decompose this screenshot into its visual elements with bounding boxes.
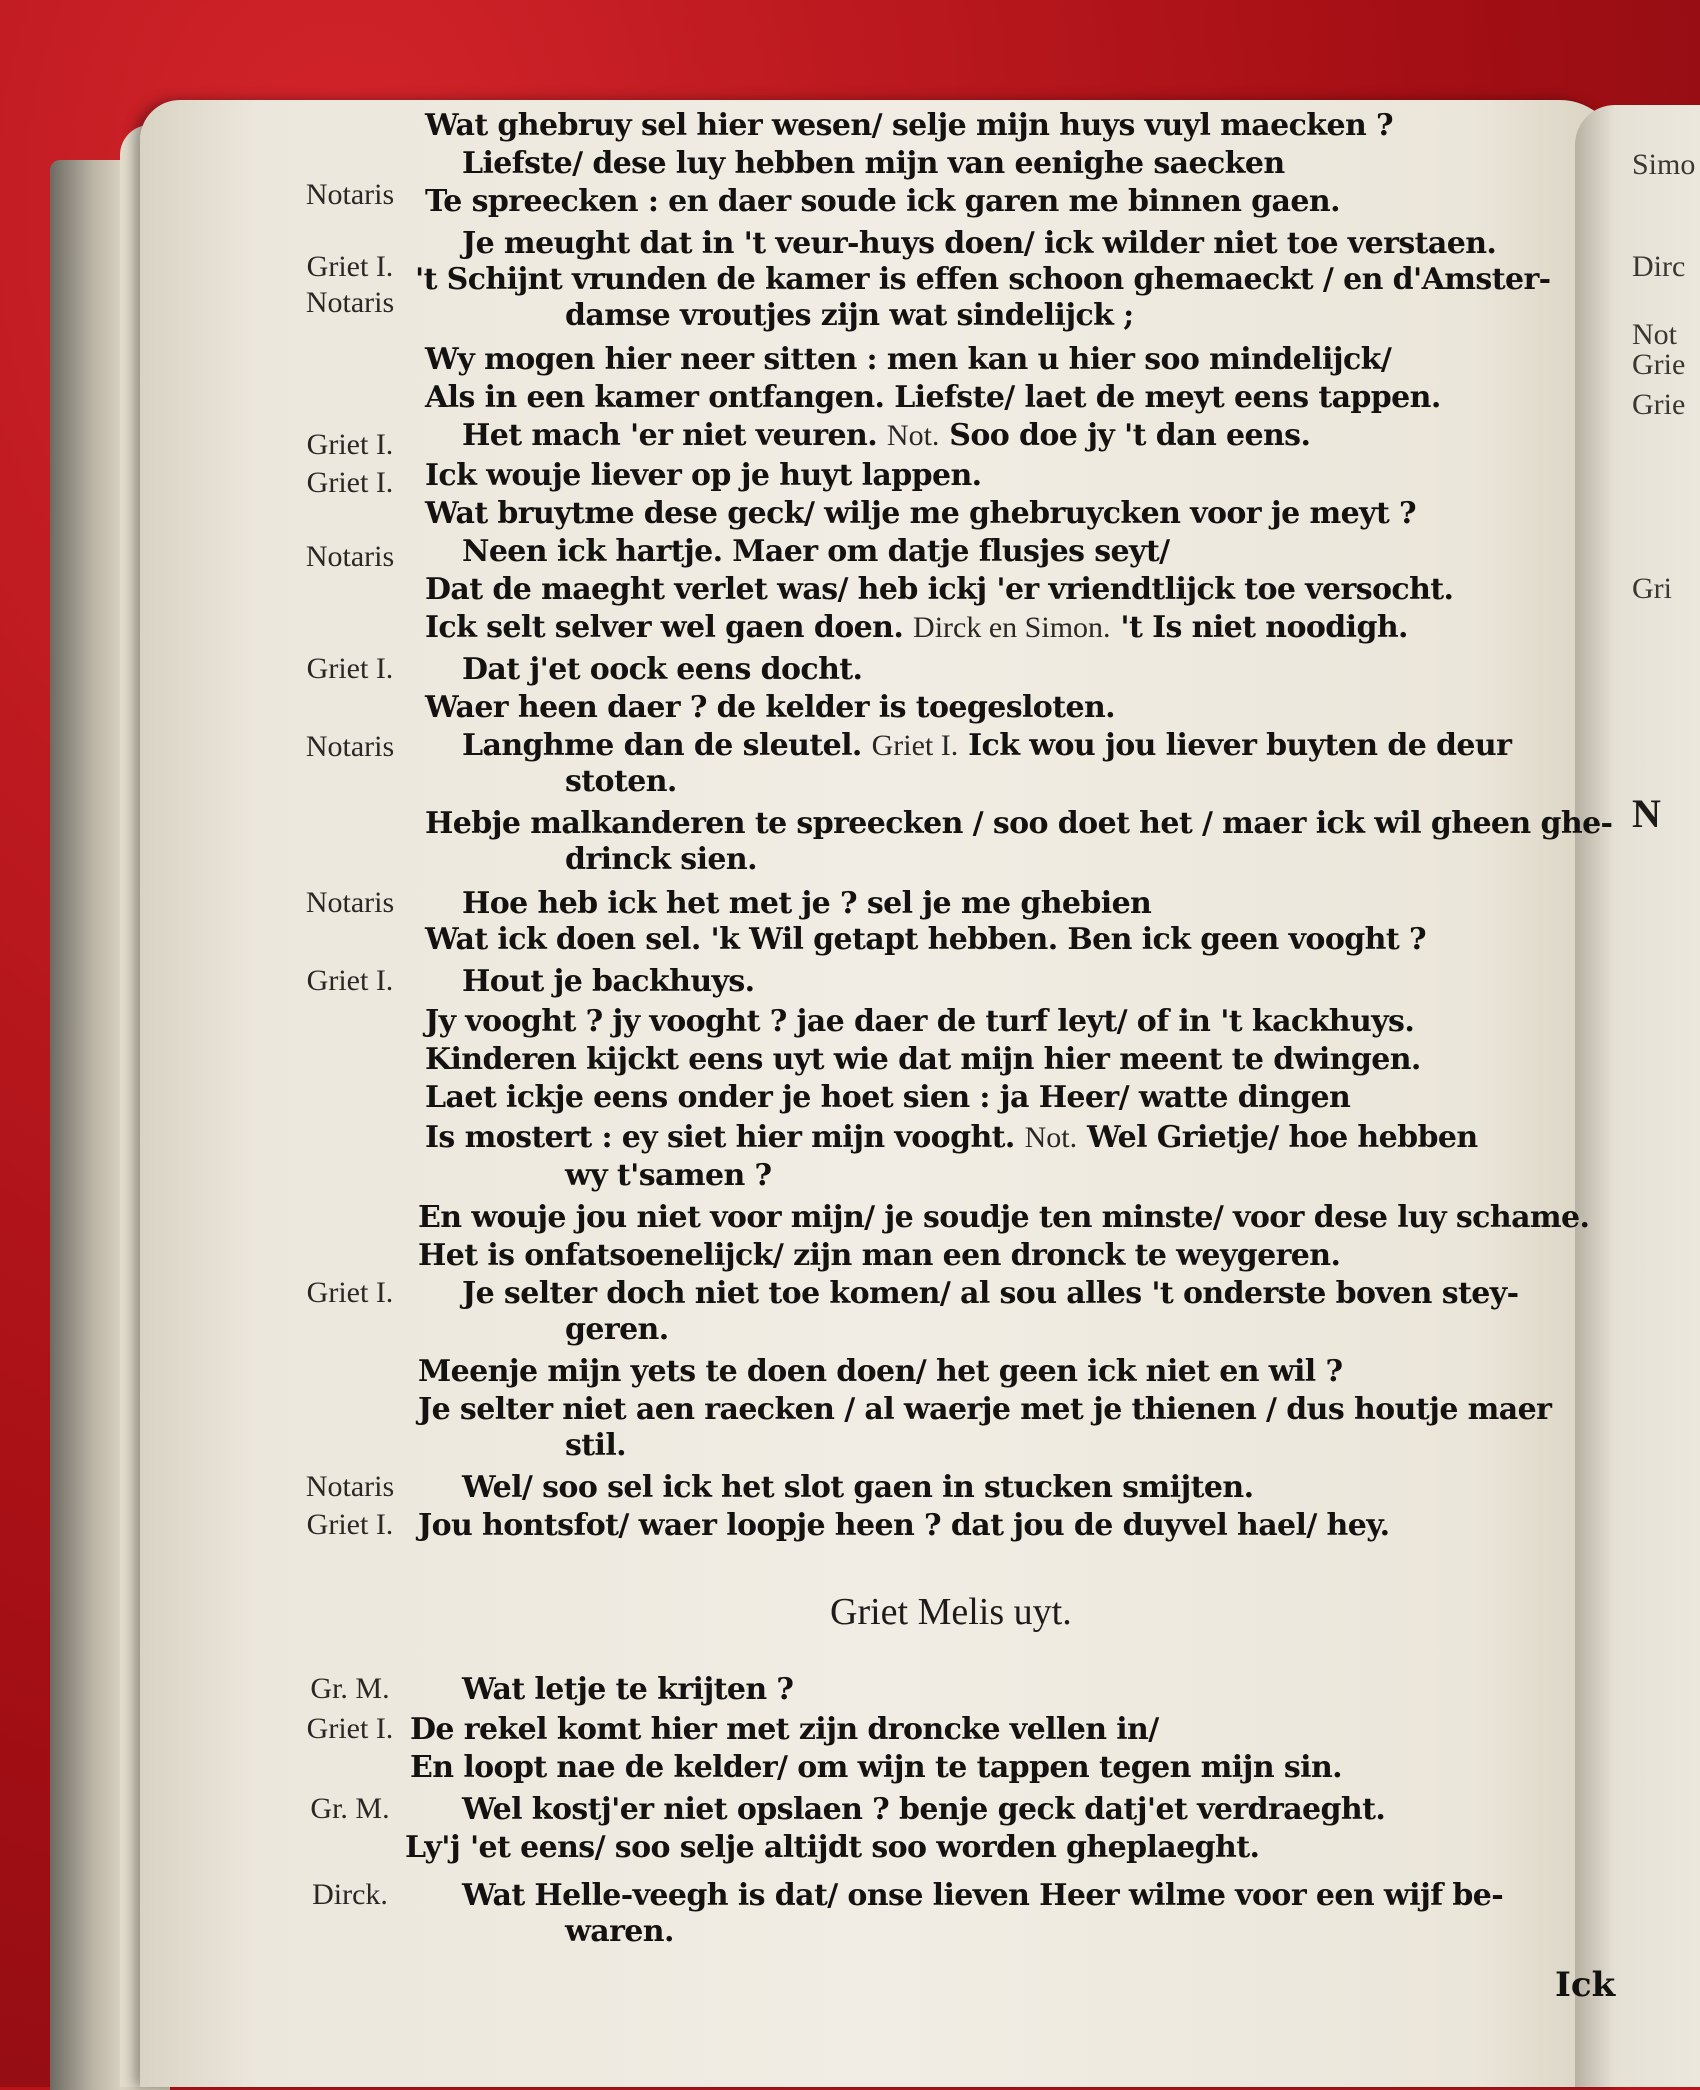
- verse-line: [415, 262, 1551, 297]
- facing-page-fragment: Not: [1632, 318, 1677, 351]
- verse-text: Je meught dat in 't veur-huys doen/ ick wilder niet toe verstaen.: [462, 226, 1497, 261]
- speaker-label: Griet I.: [306, 652, 394, 685]
- verse-line: [425, 380, 1441, 415]
- verse-text: Ly'j 'et eens/ soo selje altijdt soo worden gheplaeght.: [405, 1830, 1260, 1865]
- facing-page-fragment: Grie: [1632, 388, 1686, 421]
- verse-line: [462, 886, 1151, 921]
- facing-page-fragment: Dirc: [1632, 250, 1686, 283]
- catchword: Ick: [1555, 1965, 1616, 2005]
- speaker-label: Notaris: [305, 1470, 395, 1503]
- verse-line: [462, 418, 1310, 453]
- verse-line: [425, 922, 1426, 957]
- verse-line: [425, 342, 1391, 377]
- verse-text: Dat j'et oock eens docht.: [462, 652, 863, 687]
- facing-page-fragment: Simo: [1632, 148, 1696, 181]
- verse-line: [425, 496, 1416, 531]
- verse-text: Je selter niet aen raecken / al waerje met je thienen / dus houtje maer: [418, 1392, 1552, 1427]
- verse-text: damse vroutjes zijn wat sindelijck ;: [565, 298, 1134, 333]
- verse-text: stoten.: [565, 764, 677, 799]
- verse-line: [425, 108, 1393, 143]
- speaker-label: Griet I.: [306, 1276, 394, 1309]
- verse-line: [425, 1080, 1350, 1115]
- verse-text: Ick wouje liever op je huyt lappen.: [425, 458, 982, 493]
- verse-line: [462, 226, 1496, 261]
- verse-line: [425, 572, 1453, 607]
- verse-line: [410, 1750, 1342, 1785]
- verse-line: [410, 1712, 1159, 1747]
- verse-line: [462, 534, 1169, 569]
- verse-text-continued: 't Is niet noodigh.: [1120, 610, 1408, 645]
- verse-text: Ick selt selver wel gaen doen.: [425, 610, 904, 645]
- verse-line: [418, 1508, 1389, 1543]
- verse-line: [565, 1914, 674, 1949]
- verse-line: [425, 806, 1612, 841]
- speaker-label: Notaris: [305, 178, 395, 211]
- verse-text: drinck sien.: [565, 842, 757, 877]
- verse-text: stil.: [565, 1428, 626, 1463]
- verse-line: [418, 1354, 1342, 1389]
- verse-text: De rekel komt hier met zijn droncke vellen in/: [410, 1712, 1159, 1747]
- verse-text: Hoe heb ick het met je ? sel je me ghebien: [462, 886, 1152, 921]
- speaker-label: Notaris: [305, 886, 395, 919]
- verse-line: [565, 1312, 669, 1347]
- verse-line: [565, 1428, 626, 1463]
- verse-text: Neen ick hartje. Maer om datje flusjes seyt/: [462, 534, 1170, 569]
- verse-line: [462, 1878, 1503, 1913]
- verse-line: [418, 1238, 1340, 1273]
- verse-line: [462, 146, 1285, 181]
- inline-speaker-label: Griet I.: [871, 729, 959, 762]
- verse-text: Wy mogen hier neer sitten : men kan u hier soo mindelijck/: [425, 342, 1392, 377]
- verse-text: Liefste/ dese luy hebben mijn van eenighe saecken: [462, 146, 1285, 181]
- verse-text: 't Schijnt vrunden de kamer is effen schoon ghemaeckt / en d'Amster-: [415, 262, 1551, 297]
- verse-line: [425, 610, 1408, 645]
- verse-text: Langhme dan de sleutel.: [462, 728, 862, 763]
- verse-text: Wat letje te krijten ?: [462, 1672, 794, 1707]
- speaker-label: Dirck.: [312, 1878, 388, 1911]
- verse-text: geren.: [565, 1312, 669, 1347]
- speaker-label: Gr. M.: [310, 1672, 390, 1705]
- verse-text: En loopt nae de kelder/ om wijn te tappen tegen mijn sin.: [410, 1750, 1343, 1785]
- verse-text: Waer heen daer ? de kelder is toegesloten.: [425, 690, 1116, 725]
- verse-text: Het is onfatsoenelijck/ zijn man een dronck te weygeren.: [418, 1238, 1341, 1273]
- verse-text: Hout je backhuys.: [462, 964, 755, 999]
- verse-text: Jou hontsfot/ waer loopje heen ? dat jou de duyvel hael/ hey.: [418, 1508, 1390, 1543]
- verse-text: Hebje malkanderen te spreecken / soo doet het / maer ick wil gheen ghe-: [425, 806, 1613, 841]
- verse-text: Als in een kamer ontfangen. Liefste/ laet de meyt eens tappen.: [425, 380, 1441, 415]
- verse-text: Het mach 'er niet veuren.: [462, 418, 878, 453]
- verse-line: [405, 1830, 1259, 1865]
- verse-text: Wel/ soo sel ick het slot gaen in stucken smijten.: [462, 1470, 1254, 1505]
- speaker-label: Griet I.: [306, 428, 394, 461]
- verse-text: Wel kostj'er niet opslaen ? benje geck datj'et verdraeght.: [462, 1792, 1386, 1827]
- verse-text: waren.: [565, 1914, 674, 1949]
- verse-line: [425, 1042, 1421, 1077]
- verse-line: [462, 1276, 1518, 1311]
- verse-text: Meenje mijn yets te doen doen/ het geen ick niet en wil ?: [418, 1354, 1343, 1389]
- verse-text-continued: Ick wou jou liever buyten de deur: [968, 728, 1512, 763]
- speaker-label: Notaris: [305, 286, 395, 319]
- verse-line: [462, 1470, 1253, 1505]
- verse-line: [418, 1200, 1589, 1235]
- speaker-label: Griet I.: [306, 466, 394, 499]
- speaker-label: Notaris: [305, 540, 395, 573]
- verse-text: Wat bruytme dese geck/ wilje me ghebruycken voor je meyt ?: [425, 496, 1416, 531]
- verse-text: Wat Helle-veegh is dat/ onse lieven Heer wilme voor een wijf be-: [462, 1878, 1504, 1913]
- verse-line: [565, 298, 1134, 333]
- verse-line: [462, 652, 862, 687]
- verse-text: Wat ick doen sel. 'k Wil getapt hebben. Ben ick geen vooght ?: [425, 922, 1426, 957]
- verse-text: Laet ickje eens onder je hoet sien : ja Heer/ watte dingen: [425, 1080, 1351, 1115]
- verse-line: [565, 842, 757, 877]
- verse-text-continued: Soo doe jy 't dan eens.: [949, 418, 1311, 453]
- facing-page-fragment: Grie: [1632, 348, 1686, 381]
- verse-line: [462, 964, 755, 999]
- verse-line: [425, 1120, 1478, 1155]
- verse-text: Jy vooght ? jy vooght ? jae daer de turf leyt/ of in 't kackhuys.: [425, 1004, 1415, 1039]
- speaker-label: Griet I.: [306, 964, 394, 997]
- verse-line: [425, 184, 1340, 219]
- speaker-label: Griet I.: [306, 1712, 394, 1745]
- speaker-label: Gr. M.: [310, 1792, 390, 1825]
- verse-line: [462, 728, 1511, 763]
- verse-line: [462, 1672, 793, 1707]
- verse-text: Dat de maeght verlet was/ heb ickj 'er vriendtlijck toe versocht.: [425, 572, 1454, 607]
- verse-text-continued: Wel Grietje/ hoe hebben: [1086, 1120, 1478, 1155]
- verse-line: [425, 1004, 1414, 1039]
- verse-text: Kinderen kijckt eens uyt wie dat mijn hier meent te dwingen.: [425, 1042, 1421, 1077]
- verse-text: En wouje jou niet voor mijn/ je soudje ten minste/ voor dese luy schame.: [418, 1200, 1590, 1235]
- verse-text: Te spreecken : en daer soude ick garen me binnen gaen.: [425, 184, 1340, 219]
- verse-line: [462, 1792, 1385, 1827]
- verse-text: Wat ghebruy sel hier wesen/ selje mijn huys vuyl maecken ?: [425, 108, 1393, 143]
- verse-line: [425, 458, 982, 493]
- verse-line: [425, 690, 1115, 725]
- verse-text: Je selter doch niet toe komen/ al sou alles 't onderste boven stey-: [462, 1276, 1519, 1311]
- speaker-label: Griet I.: [306, 1508, 394, 1541]
- facing-page-fragment: N: [1632, 791, 1661, 836]
- inline-speaker-label: Dirck en Simon.: [913, 611, 1111, 644]
- verse-line: [565, 1158, 772, 1193]
- inline-speaker-label: Not.: [1024, 1121, 1078, 1154]
- verse-text: wy t'samen ?: [565, 1158, 772, 1193]
- speaker-label: Notaris: [305, 730, 395, 763]
- verse-text: Is mostert : ey siet hier mijn vooght.: [425, 1120, 1015, 1155]
- verse-line: [565, 764, 677, 799]
- verse-line: [418, 1392, 1551, 1427]
- stage-direction: Griet Melis uyt.: [830, 1591, 1072, 1633]
- speaker-label: Griet I.: [306, 250, 394, 283]
- facing-page-fragment: Gri: [1632, 572, 1672, 605]
- inline-speaker-label: Not.: [886, 419, 940, 452]
